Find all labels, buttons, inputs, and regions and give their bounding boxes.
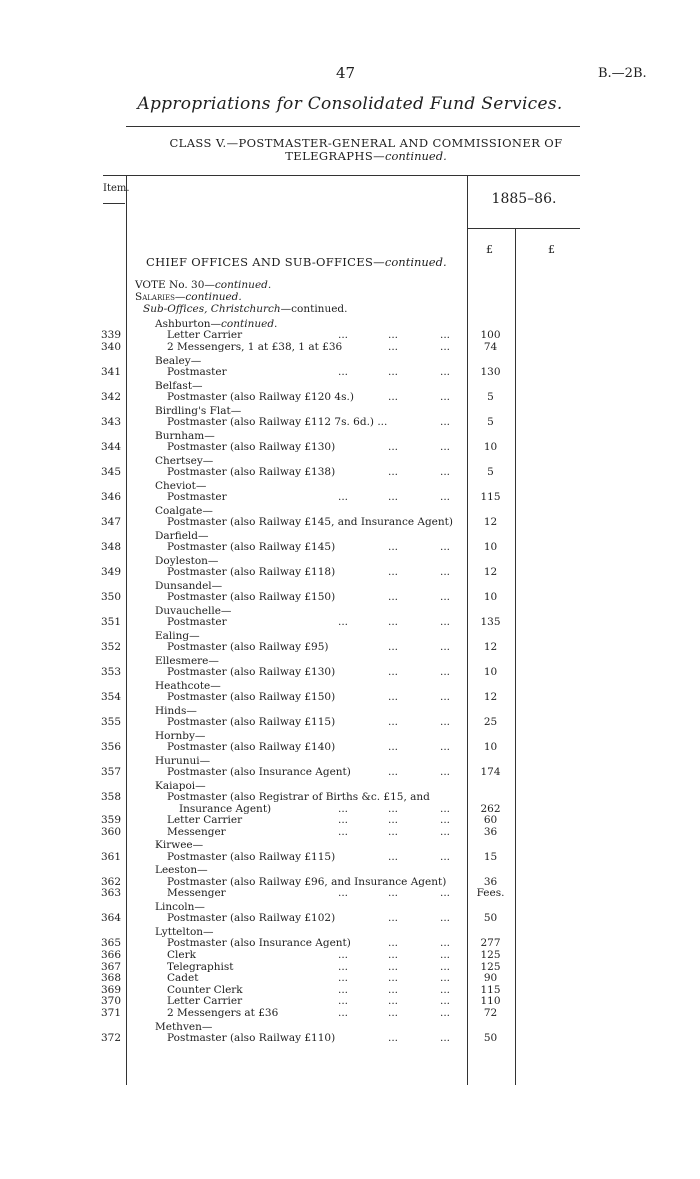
item-number: 350 bbox=[101, 591, 122, 603]
place-heading-row bbox=[0, 865, 700, 876]
dot-leader: ... bbox=[440, 616, 451, 628]
amount: 135 bbox=[480, 616, 501, 628]
item-number: 367 bbox=[101, 960, 122, 973]
place-name: Leeston— bbox=[155, 864, 208, 877]
item-number: 348 bbox=[101, 541, 122, 553]
place-name: Lyttelton— bbox=[155, 926, 214, 938]
dot-leader: ... bbox=[388, 716, 399, 728]
item-number: 343 bbox=[101, 416, 122, 428]
item-description: Postmaster (also Railway £115) bbox=[167, 716, 336, 728]
dot-leader: ... bbox=[388, 887, 399, 900]
dot-leader: ... bbox=[440, 912, 451, 925]
item-number: 368 bbox=[101, 972, 122, 985]
amount: 110 bbox=[480, 995, 501, 1008]
dot-leader: ... bbox=[338, 960, 349, 973]
item-description: Postmaster bbox=[167, 616, 227, 628]
amount: 12 bbox=[483, 516, 498, 528]
place-heading-row bbox=[0, 656, 700, 667]
currency-symbol-1: £ bbox=[486, 243, 493, 256]
item-number: 341 bbox=[101, 366, 122, 378]
dot-leader: ... bbox=[388, 850, 399, 863]
item-description: Postmaster (also Insurance Agent) bbox=[167, 937, 351, 950]
item-number: 354 bbox=[101, 691, 122, 703]
place-name: Burnham— bbox=[155, 429, 215, 442]
item-number: 360 bbox=[101, 825, 122, 838]
dot-leader: ... bbox=[338, 1007, 349, 1019]
dot-leader: ... bbox=[388, 766, 399, 778]
year-column-header: 1885–86. bbox=[491, 191, 557, 207]
place-name: Doyleston— bbox=[155, 554, 219, 567]
item-number: 372 bbox=[101, 1032, 122, 1044]
dot-leader: ... bbox=[388, 666, 399, 678]
amount: 10 bbox=[483, 741, 498, 753]
place-heading-row bbox=[0, 456, 700, 467]
dot-leader: ... bbox=[440, 341, 451, 353]
table-row bbox=[0, 1008, 700, 1019]
item-number: 370 bbox=[101, 995, 122, 1008]
item-description: Postmaster (also Railway £145, and Insurance Agent) bbox=[167, 516, 453, 528]
table-row bbox=[0, 804, 700, 815]
table-row bbox=[0, 542, 700, 553]
class-heading-line2: TELEGRAPHS—continued. bbox=[285, 149, 447, 163]
place-name: Duvauchelle— bbox=[155, 604, 232, 617]
currency-symbol-2: £ bbox=[548, 243, 555, 256]
dot-leader: ... bbox=[388, 972, 399, 985]
table-row bbox=[0, 792, 700, 803]
place-heading-row bbox=[0, 731, 700, 742]
dot-leader: ... bbox=[388, 466, 399, 478]
place-heading-row bbox=[0, 840, 700, 851]
amount: 25 bbox=[483, 716, 498, 728]
amount: Fees. bbox=[476, 887, 505, 900]
dot-leader: ... bbox=[388, 329, 399, 342]
dot-leader: ... bbox=[338, 995, 349, 1008]
item-description: Messenger bbox=[167, 825, 226, 838]
place-heading-row bbox=[0, 756, 700, 767]
item-number: 339 bbox=[101, 329, 122, 342]
amount: 50 bbox=[483, 912, 498, 925]
item-number: 345 bbox=[101, 466, 122, 478]
table-row bbox=[0, 888, 700, 899]
item-description: Postmaster (also Railway £130) bbox=[167, 666, 336, 678]
place-name: Coalgate— bbox=[155, 504, 213, 517]
dot-leader: ... bbox=[440, 1007, 451, 1019]
dot-leader: ... bbox=[440, 441, 451, 453]
dot-leader: ... bbox=[440, 1032, 451, 1044]
place-name: Birdling's Flat— bbox=[155, 404, 242, 417]
dot-leader: ... bbox=[338, 329, 349, 342]
place-heading-row bbox=[0, 481, 700, 492]
table-row bbox=[0, 985, 700, 996]
suboffice-line: Sub-Offices, Christchurch—continued. bbox=[143, 303, 348, 315]
amount: 100 bbox=[480, 329, 501, 342]
table-row bbox=[0, 852, 700, 863]
item-description: 2 Messengers, 1 at £38, 1 at £36 bbox=[167, 341, 343, 353]
table-row bbox=[0, 567, 700, 578]
table-row bbox=[0, 996, 700, 1007]
table-row bbox=[0, 717, 700, 728]
dot-leader: ... bbox=[440, 716, 451, 728]
item-number: 357 bbox=[101, 766, 122, 778]
item-number: 362 bbox=[101, 875, 122, 888]
place-name: Lincoln— bbox=[155, 901, 205, 913]
dot-leader: ... bbox=[388, 741, 399, 753]
table-row bbox=[0, 330, 700, 341]
table-row bbox=[0, 442, 700, 453]
item-underline bbox=[103, 203, 125, 204]
item-description: Postmaster (also Railway £120 4s.) bbox=[167, 391, 354, 403]
dot-leader: ... bbox=[388, 591, 399, 603]
dot-leader: ... bbox=[440, 666, 451, 678]
item-description: Postmaster (also Railway £95) bbox=[167, 641, 329, 653]
item-number: 351 bbox=[101, 616, 122, 628]
table-row bbox=[0, 492, 700, 503]
place-heading-row bbox=[0, 319, 700, 330]
dot-leader: ... bbox=[440, 391, 451, 403]
amount: 50 bbox=[483, 1032, 498, 1044]
table-row bbox=[0, 938, 700, 949]
item-number: 344 bbox=[101, 441, 122, 453]
item-number: 359 bbox=[101, 814, 122, 827]
place-heading-row bbox=[0, 706, 700, 717]
dot-leader: ... bbox=[388, 566, 399, 578]
item-number: 358 bbox=[101, 791, 122, 803]
table-row bbox=[0, 342, 700, 353]
table-row bbox=[0, 592, 700, 603]
table-row bbox=[0, 667, 700, 678]
amount: 5 bbox=[487, 391, 494, 403]
dot-leader: ... bbox=[388, 641, 399, 653]
place-heading-row bbox=[0, 556, 700, 567]
amount: 10 bbox=[483, 666, 498, 678]
dot-leader: ... bbox=[440, 641, 451, 653]
dot-leader: ... bbox=[388, 1032, 399, 1044]
place-continued: continued. bbox=[221, 318, 278, 330]
item-description: Letter Carrier bbox=[167, 329, 243, 342]
place-name: Ashburton—continued. bbox=[155, 318, 278, 330]
amount: 5 bbox=[487, 466, 494, 478]
table-row bbox=[0, 815, 700, 826]
item-description: Messenger bbox=[167, 887, 226, 900]
dot-leader: ... bbox=[440, 466, 451, 478]
place-heading-row bbox=[0, 681, 700, 692]
dot-leader: ... bbox=[388, 341, 399, 353]
item-description: Telegraphist bbox=[167, 960, 234, 973]
dot-leader: ... bbox=[440, 995, 451, 1008]
item-description: Postmaster (also Railway £96, and Insurance Agent) bbox=[167, 875, 447, 888]
amount: 125 bbox=[480, 949, 501, 961]
item-description: Insurance Agent) bbox=[179, 802, 272, 815]
amount: 90 bbox=[483, 972, 498, 985]
item-number: 347 bbox=[101, 516, 122, 528]
place-heading-row bbox=[0, 431, 700, 442]
item-number: 355 bbox=[101, 716, 122, 728]
place-heading-row bbox=[0, 381, 700, 392]
item-description: Letter Carrier bbox=[167, 814, 243, 827]
amount: 115 bbox=[480, 491, 501, 503]
place-heading-row bbox=[0, 581, 700, 592]
place-heading-row bbox=[0, 356, 700, 367]
dot-leader: ... bbox=[440, 949, 451, 961]
table-row bbox=[0, 827, 700, 838]
dot-leader: ... bbox=[440, 366, 451, 378]
item-number: 349 bbox=[101, 566, 122, 578]
dot-leader: ... bbox=[440, 983, 451, 996]
dot-leader: ... bbox=[440, 491, 451, 503]
dot-leader: ... bbox=[388, 960, 399, 973]
amount: 10 bbox=[483, 591, 498, 603]
place-name: Hornby— bbox=[155, 729, 206, 742]
table-row bbox=[0, 417, 700, 428]
amount: 12 bbox=[483, 691, 498, 703]
item-description: Postmaster (also Railway £110) bbox=[167, 1032, 336, 1044]
table-row bbox=[0, 642, 700, 653]
place-name: Belfast— bbox=[155, 379, 203, 392]
item-number: 340 bbox=[101, 341, 122, 353]
item-description: Postmaster (also Railway £102) bbox=[167, 912, 336, 925]
place-heading-row bbox=[0, 1022, 700, 1033]
dot-leader: ... bbox=[440, 541, 451, 553]
place-heading-row bbox=[0, 631, 700, 642]
item-description: Postmaster (also Railway £112 7s. 6d.) ... bbox=[167, 416, 388, 428]
dot-leader: ... bbox=[440, 887, 451, 900]
class-heading bbox=[126, 137, 606, 163]
dot-leader: ... bbox=[388, 541, 399, 553]
dot-leader: ... bbox=[388, 441, 399, 453]
item-number: 342 bbox=[101, 391, 122, 403]
item-number: 352 bbox=[101, 641, 122, 653]
table-row bbox=[0, 692, 700, 703]
dot-leader: ... bbox=[388, 814, 399, 827]
table-row bbox=[0, 1033, 700, 1044]
place-name: Chertsey— bbox=[155, 454, 214, 467]
place-name: Dunsandel— bbox=[155, 579, 223, 592]
table-row bbox=[0, 913, 700, 924]
dot-leader: ... bbox=[338, 972, 349, 985]
item-number: 346 bbox=[101, 491, 122, 503]
item-number: 361 bbox=[101, 850, 122, 863]
dot-leader: ... bbox=[440, 937, 451, 950]
dot-leader: ... bbox=[440, 972, 451, 985]
dot-leader: ... bbox=[388, 616, 399, 628]
dot-leader: ... bbox=[388, 995, 399, 1008]
amount: 74 bbox=[483, 341, 498, 353]
dot-leader: ... bbox=[338, 616, 349, 628]
place-name: Methven— bbox=[155, 1020, 213, 1033]
item-description: Postmaster (also Railway £130) bbox=[167, 441, 336, 453]
amount: 262 bbox=[480, 802, 501, 815]
dot-leader: ... bbox=[388, 491, 399, 503]
header-top-rule bbox=[103, 175, 580, 176]
place-name: Ellesmere— bbox=[155, 654, 219, 667]
dot-leader: ... bbox=[440, 825, 451, 838]
item-number: 353 bbox=[101, 666, 122, 678]
table-row bbox=[0, 950, 700, 961]
item-number: 356 bbox=[101, 741, 122, 753]
place-name: Bealey— bbox=[155, 354, 202, 367]
vote-line: VOTE No. 30—continued. bbox=[135, 279, 272, 291]
dot-leader: ... bbox=[388, 825, 399, 838]
item-description: Postmaster (also Railway £138) bbox=[167, 466, 336, 478]
item-description: Postmaster bbox=[167, 366, 227, 378]
dot-leader: ... bbox=[338, 491, 349, 503]
place-heading-row bbox=[0, 927, 700, 938]
amount: 36 bbox=[483, 875, 498, 888]
table-row bbox=[0, 742, 700, 753]
place-name: Ealing— bbox=[155, 629, 200, 642]
place-heading-row bbox=[0, 531, 700, 542]
item-number: 363 bbox=[101, 887, 122, 900]
amount: 10 bbox=[483, 441, 498, 453]
table-row bbox=[0, 392, 700, 403]
place-heading-row bbox=[0, 506, 700, 517]
dot-leader: ... bbox=[440, 766, 451, 778]
item-description: Postmaster (also Insurance Agent) bbox=[167, 766, 351, 778]
item-number: 365 bbox=[101, 937, 122, 950]
dot-leader: ... bbox=[440, 741, 451, 753]
amount: 12 bbox=[483, 566, 498, 578]
table-row bbox=[0, 367, 700, 378]
table-row bbox=[0, 973, 700, 984]
dot-leader: ... bbox=[388, 983, 399, 996]
item-description: Counter Clerk bbox=[167, 983, 243, 996]
running-title: Appropriations for Consolidated Fund Services. bbox=[137, 94, 563, 114]
item-number: 364 bbox=[101, 912, 122, 925]
amount: 277 bbox=[480, 937, 501, 950]
dot-leader: ... bbox=[388, 391, 399, 403]
class-heading-line1: CLASS V.—POSTMASTER-GENERAL AND COMMISSIONER OF bbox=[169, 136, 563, 150]
place-name: Darfield— bbox=[155, 529, 209, 542]
dot-leader: ... bbox=[388, 912, 399, 925]
place-heading-row bbox=[0, 781, 700, 792]
dot-leader: ... bbox=[440, 416, 451, 428]
item-description: Postmaster (also Railway £115) bbox=[167, 850, 336, 863]
place-heading-row bbox=[0, 902, 700, 913]
dot-leader: ... bbox=[338, 983, 349, 996]
dot-leader: ... bbox=[440, 691, 451, 703]
item-number: 371 bbox=[101, 1007, 122, 1019]
place-heading-row bbox=[0, 406, 700, 417]
dot-leader: ... bbox=[440, 960, 451, 973]
item-column-header: Item. bbox=[103, 183, 130, 194]
top-rule bbox=[126, 126, 580, 127]
dot-leader: ... bbox=[388, 1007, 399, 1019]
dot-leader: ... bbox=[440, 850, 451, 863]
place-heading-row bbox=[0, 606, 700, 617]
item-description: Postmaster (also Railway £140) bbox=[167, 741, 336, 753]
dot-leader: ... bbox=[440, 329, 451, 342]
table-row bbox=[0, 617, 700, 628]
amount: 12 bbox=[483, 641, 498, 653]
dot-leader: ... bbox=[338, 887, 349, 900]
place-name: Cheviot— bbox=[155, 479, 207, 492]
amount: 36 bbox=[483, 825, 498, 838]
dot-leader: ... bbox=[338, 802, 349, 815]
item-number: 366 bbox=[101, 949, 122, 961]
table-row bbox=[0, 962, 700, 973]
dot-leader: ... bbox=[338, 949, 349, 961]
dot-leader: ... bbox=[388, 366, 399, 378]
item-description: Clerk bbox=[167, 949, 196, 961]
amount: 15 bbox=[483, 850, 498, 863]
amount: 130 bbox=[480, 366, 501, 378]
dot-leader: ... bbox=[440, 566, 451, 578]
place-name: Hinds— bbox=[155, 704, 197, 717]
dot-leader: ... bbox=[338, 825, 349, 838]
item-description: Letter Carrier bbox=[167, 995, 243, 1008]
document-reference: B.—2B. bbox=[598, 66, 647, 81]
table-row bbox=[0, 877, 700, 888]
item-description: Postmaster (also Registrar of Births &c. £15, and bbox=[167, 791, 430, 803]
table-row bbox=[0, 517, 700, 528]
item-description: Postmaster bbox=[167, 491, 227, 503]
dot-leader: ... bbox=[388, 949, 399, 961]
dot-leader: ... bbox=[440, 591, 451, 603]
item-description: Postmaster (also Railway £150) bbox=[167, 691, 336, 703]
amount: 60 bbox=[483, 814, 498, 827]
amount: 5 bbox=[487, 416, 494, 428]
place-name: Heathcote— bbox=[155, 679, 221, 692]
amount: 115 bbox=[480, 983, 501, 996]
dot-leader: ... bbox=[338, 366, 349, 378]
amount: 125 bbox=[480, 960, 501, 973]
table-row bbox=[0, 767, 700, 778]
table-row bbox=[0, 467, 700, 478]
amount: 10 bbox=[483, 541, 498, 553]
dot-leader: ... bbox=[388, 691, 399, 703]
section-title: CHIEF OFFICES AND SUB-OFFICES—continued. bbox=[146, 255, 447, 269]
page-number: 47 bbox=[336, 64, 356, 82]
year-underline bbox=[468, 228, 580, 229]
place-name: Kirwee— bbox=[155, 839, 204, 852]
place-name: Kaiapoi— bbox=[155, 779, 206, 792]
dot-leader: ... bbox=[338, 814, 349, 827]
item-description: Postmaster (also Railway £118) bbox=[167, 566, 336, 578]
amount: 174 bbox=[480, 766, 501, 778]
item-description: Postmaster (also Railway £150) bbox=[167, 591, 336, 603]
dot-leader: ... bbox=[388, 937, 399, 950]
place-name: Hurunui— bbox=[155, 754, 211, 767]
item-description: 2 Messengers at £36 bbox=[167, 1007, 279, 1019]
item-description: Postmaster (also Railway £145) bbox=[167, 541, 336, 553]
dot-leader: ... bbox=[440, 814, 451, 827]
dot-leader: ... bbox=[388, 802, 399, 815]
item-description: Cadet bbox=[167, 972, 199, 985]
salaries-line: Salaries—continued. bbox=[135, 291, 242, 303]
amount: 72 bbox=[483, 1007, 498, 1019]
item-number: 369 bbox=[101, 983, 122, 996]
dot-leader: ... bbox=[440, 802, 451, 815]
